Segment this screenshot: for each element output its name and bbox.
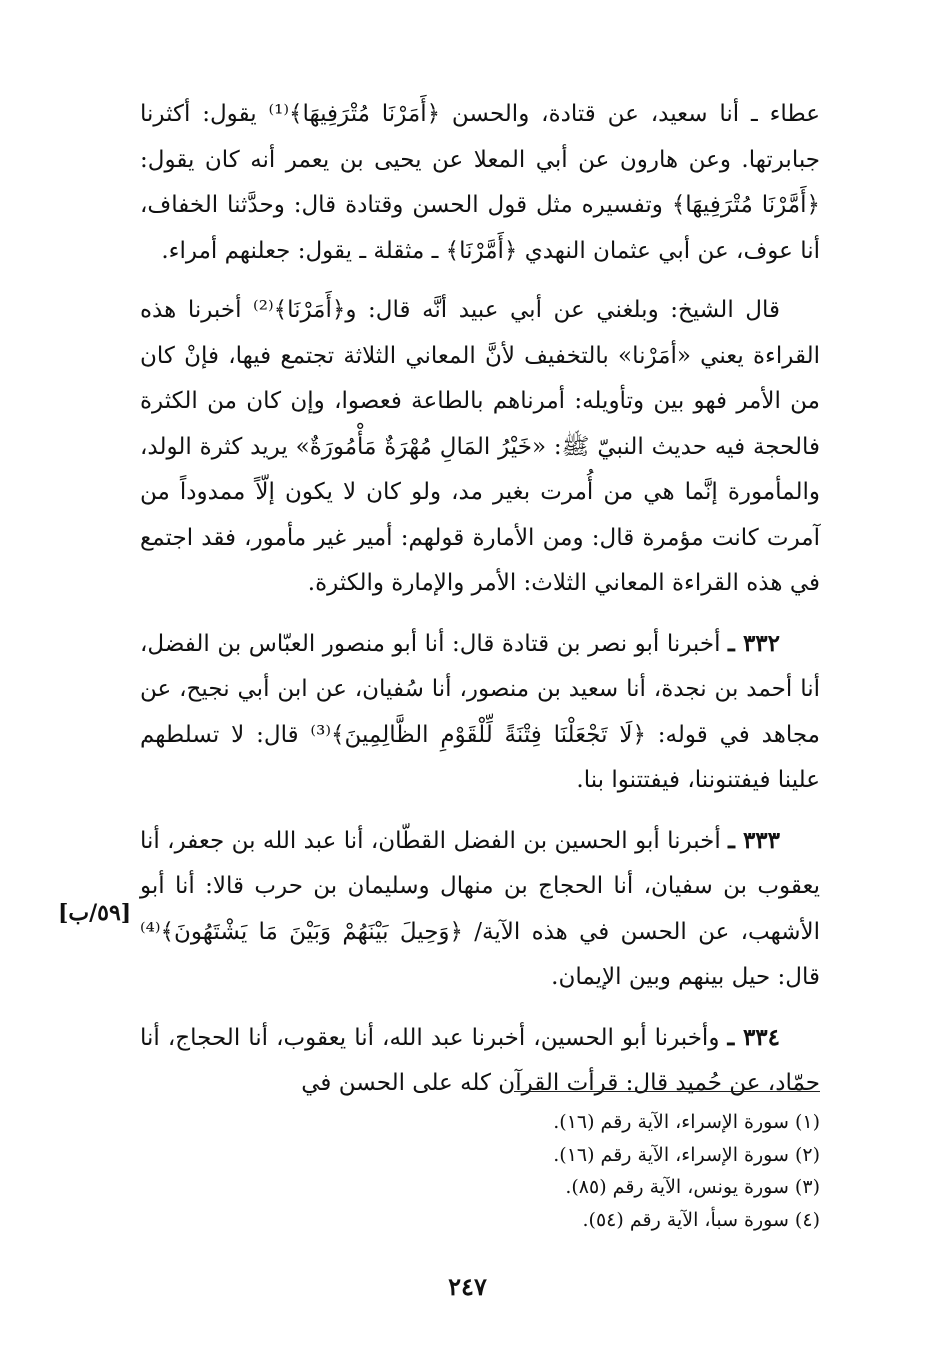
entry-number: ٣٣٣ ـ bbox=[728, 826, 780, 854]
paragraph bbox=[140, 92, 820, 274]
paragraph-text: قال الشيخ: وبلغني عن أبي عبيد أنَّه قال: و﴿أَمَرْنَا﴾⁽²⁾ أخبرنا هذه القراءة يعني «أمَرْنا» بالتخفيف لأنَّ المعاني الثلاثة تجتمع فيها، فإنْ كان من الأمر فهو بين وتأويله: أمرناهم بالطاعة فعصوا، وإن كان من الكثرة فالحجة فيه حديث النبيّ ﷺ: «خَيْرُ المَالِ مُهْرَةٌ مَأْمُورَةٌ» يريد كثرة الولد، والمأمورة إنَّما هي من أُمرت بغير مد، ولو كان لا يكون إلّاً ممدوداً من آمرت كانت مؤمرة قال: ومن الأمارة قولهم: أمير غير مأمور، فقد اجتمع في هذه القراءة المعاني الثلاث: الأمر والإمارة والكثرة. bbox=[140, 297, 820, 596]
paragraph-text: وأخبرنا أبو الحسين، أخبرنا عبد الله، أنا يعقوب، أنا الحجاج، أنا حمّاد، عن حُميد قال: قرأت القرآن كله على الحسن في bbox=[140, 1024, 820, 1096]
paragraph bbox=[140, 818, 820, 1001]
footnote-divider bbox=[514, 1091, 820, 1092]
page-number: ٢٤٧ bbox=[448, 1272, 487, 1301]
paragraph bbox=[140, 288, 820, 607]
entry-number: ٣٣٤ ـ bbox=[727, 1023, 781, 1051]
footnote: (٤) سورة سبأ، الآية رقم (٥٤). bbox=[582, 1208, 820, 1231]
paragraph-text: عطاء ـ أنا سعيد، عن قتادة، والحسن ﴿أَمَرْنَا مُتْرَفِيهَا﴾⁽¹⁾ يقول: أكثرنا جبابرتها. وعن هارون عن أبي المعلا عن يحيى بن يعمر أنه كان يقول: ﴿أَمَّرْنَا مُتْرَفِيهَا﴾ وتفسيره مثل قول الحسن وقتادة قال: وحدَّثنا الخفاف، أنا عوف، عن أبي عثمان النهدي ﴿أَمَّرْنَا﴾ ـ مثقلة ـ يقول: جعلنهم أمراء. bbox=[140, 101, 820, 264]
entry-number: ٣٣٢ ـ bbox=[727, 629, 780, 657]
paragraph bbox=[140, 621, 820, 804]
paragraph bbox=[140, 1015, 820, 1107]
main-text bbox=[140, 92, 820, 1121]
manuscript-folio-marker: [٥٩/ب] bbox=[58, 900, 132, 926]
paragraph-text: أخبرنا أبو نصر بن قتادة قال: أنا أبو منصور العبّاس بن الفضل، أنا أحمد بن نجدة، أنا سعيد بن منصور، أنا سُفيان، عن ابن أبي نجيح، عن مجاهد في قوله: ﴿لَا تَجْعَلْنَا فِتْنَةً لِّلْقَوْمِ الظَّالِمِينَ﴾⁽³⁾ قال: لا تسلطهم علينا فيفتنوننا، فيفتتنوا بنا. bbox=[140, 630, 820, 793]
paragraph-text: أخبرنا أبو الحسين بن الفضل القطّان، أنا عبد الله بن جعفر، أنا يعقوب بن سفيان، أنا الحجاج بن منهال وسليمان بن حرب قالا: أنا أبو الأشهب، عن الحسن في هذه الآية/ ﴿وَحِيلَ بَيْنَهُمْ وَبَيْنَ مَا يَشْتَهُونَ﴾⁽⁴⁾ قال: حيل بينهم وبين الإيمان. bbox=[140, 827, 820, 990]
footnote: (١) سورة الإسراء، الآية رقم (١٦). bbox=[553, 1111, 820, 1133]
footnote: (٢) سورة الإسراء، الآية رقم (١٦). bbox=[553, 1143, 820, 1166]
footnote: (٣) سورة يونس، الآية رقم (٨٥). bbox=[565, 1176, 820, 1198]
footnotes bbox=[380, 1106, 820, 1236]
